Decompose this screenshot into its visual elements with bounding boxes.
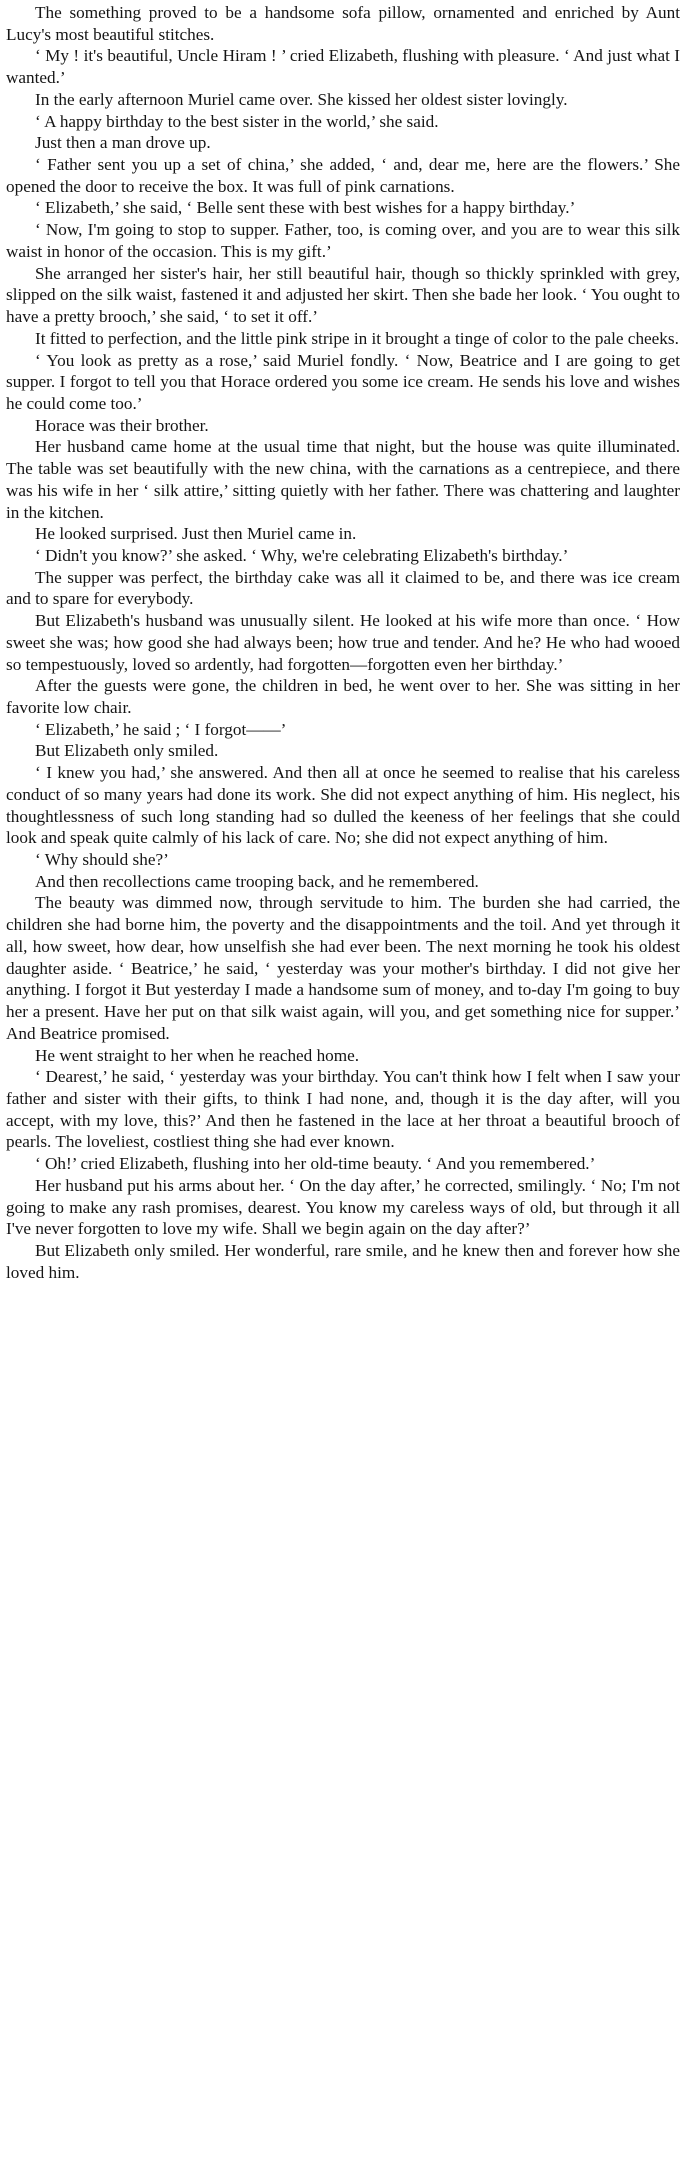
paragraph-20: But Elizabeth only smiled. — [35, 741, 219, 761]
paragraph-4: ‘ A happy birthday to the best sister in the world,’ she said. — [35, 111, 439, 131]
paragraph-26: ‘ Dearest,’ he said, ‘ yesterday was your birthday. You can't think how I felt when I saw your father and sister with their gifts, to think I had none, and, though it is the day after, will you accept, with my love, this?’ And then he fastened in the lace at her throat a beautiful brooch of pearls. The loveliest, costliest thing she had ever known. — [6, 1067, 680, 1152]
paragraph-17: But Elizabeth's husband was unusually silent. He looked at his wife more than once. ‘ How sweet she was; how good she had always been; how true and tender. And he? He who had wooed so tempestuously, loved so ardently, had forgotten—forgotten even her birthday.’ — [6, 611, 680, 674]
paragraph-29: But Elizabeth only smiled. Her wonderful, rare smile, and he knew then and forever how she loved him. — [6, 1240, 680, 1282]
paragraph-23: And then recollections came trooping back, and he remembered. — [35, 871, 479, 891]
paragraph-13: Her husband came home at the usual time that night, but the house was quite illuminated. The table was set beautifully with the new china, with the carnations as a centrepiece, and there was his wife in her ‘ silk attire,’ sitting quietly with her father. There was chattering and laughter in the kitchen. — [6, 437, 680, 522]
paragraph-28: Her husband put his arms about her. ‘ On the day after,’ he corrected, smilingly. ‘ No; I'm not going to make any rash promises, dearest. You know my careless ways of old, but through it all I've never forgotten to love my wife. Shall we begin again on the day after?’ — [6, 1175, 680, 1239]
paragraph-12: Horace was their brother. — [35, 415, 209, 435]
paragraph-16: The supper was perfect, the birthday cake was all it claimed to be, and there was ice cream and to spare for everybody. — [6, 567, 680, 609]
paragraph-15: ‘ Didn't you know?’ she asked. ‘ Why, we're celebrating Elizabeth's birthday.’ — [35, 545, 569, 565]
paragraph-7: ‘ Elizabeth,’ she said, ‘ Belle sent these with best wishes for a happy birthday.’ — [35, 198, 576, 218]
paragraph-3: In the early afternoon Muriel came over. She kissed her oldest sister lovingly. — [35, 89, 568, 109]
paragraph-9: She arranged her sister's hair, her still beautiful hair, though so thickly sprinkled with grey, slipped on the silk waist, fastened it and adjusted her skirt. Then she bade her look. ‘ You ought to have a pretty brooch,’ she said, ‘ to set it off.’ — [6, 263, 680, 327]
paragraph-18: After the guests were gone, the children in bed, he went over to her. She was sitting in her favorite low chair. — [6, 676, 680, 717]
paragraph-27: ‘ Oh!’ cried Elizabeth, flushing into her old-time beauty. ‘ And you remembered.’ — [35, 1154, 596, 1174]
paragraph-22: ‘ Why should she?’ — [35, 850, 169, 870]
paragraph-11: ‘ You look as pretty as a rose,’ said Muriel fondly. ‘ Now, Beatrice and I are going to get supper. I forgot to tell you that Horace ordered you some ice cream. He sends his love and wishes he could come too.’ — [6, 350, 680, 413]
paragraph-8: ‘ Now, I'm going to stop to supper. Father, too, is coming over, and you are to wear this silk waist in honor of the occasion. This is my gift.’ — [6, 220, 680, 261]
paragraph-5: Just then a man drove up. — [35, 133, 211, 153]
paragraph-24: The beauty was dimmed now, through servitude to him. The burden she had carried, the children she had borne him, the poverty and the disappointments and the toil. And yet through it all, how sweet, how dear, how unselfish she had ever been. The next morning he took his oldest daughter aside. ‘ Beatrice,’ he said, ‘ yesterday was your mother's birthday. I did not give her anything. I forgot it But yesterday I made a handsome sum of money, and to-day I'm going to buy her a present. Have her put on that silk waist again, will you, and get something nice for supper.’ And Beatrice promised. — [6, 893, 680, 1043]
paragraph-1: The something proved to be a handsome sofa pillow, ornamented and enriched by Aunt Lucy's most beautiful stitches. — [6, 3, 680, 44]
paragraph-2: ‘ My ! it's beautiful, Uncle Hiram ! ’ cried Elizabeth, flushing with pleasure. ‘ And just what I wanted.’ — [6, 46, 680, 88]
paragraph-14: He looked surprised. Just then Muriel came in. — [35, 524, 357, 544]
paragraph-10: It fitted to perfection, and the little pink stripe in it brought a tinge of color to the pale cheeks. — [35, 328, 679, 348]
paragraph-25: He went straight to her when he reached home. — [35, 1045, 360, 1065]
paragraph-19: ‘ Elizabeth,’ he said ; ‘ I forgot——’ — [35, 719, 287, 739]
paragraph-6: ‘ Father sent you up a set of china,’ she added, ‘ and, dear me, here are the flowers.’ She opened the door to receive the box. It was full of pink carnations. — [6, 155, 680, 196]
paragraph-21: ‘ I knew you had,’ she answered. And then all at once he seemed to realise that his careless conduct of so many years had done its work. She did not expect anything of him. His neglect, his thoughtlessness of such long standing had so dulled the keeness of her feelings that she could look and speak quite calmly of his lack of care. No; she did not expect anything of him. — [6, 763, 680, 848]
